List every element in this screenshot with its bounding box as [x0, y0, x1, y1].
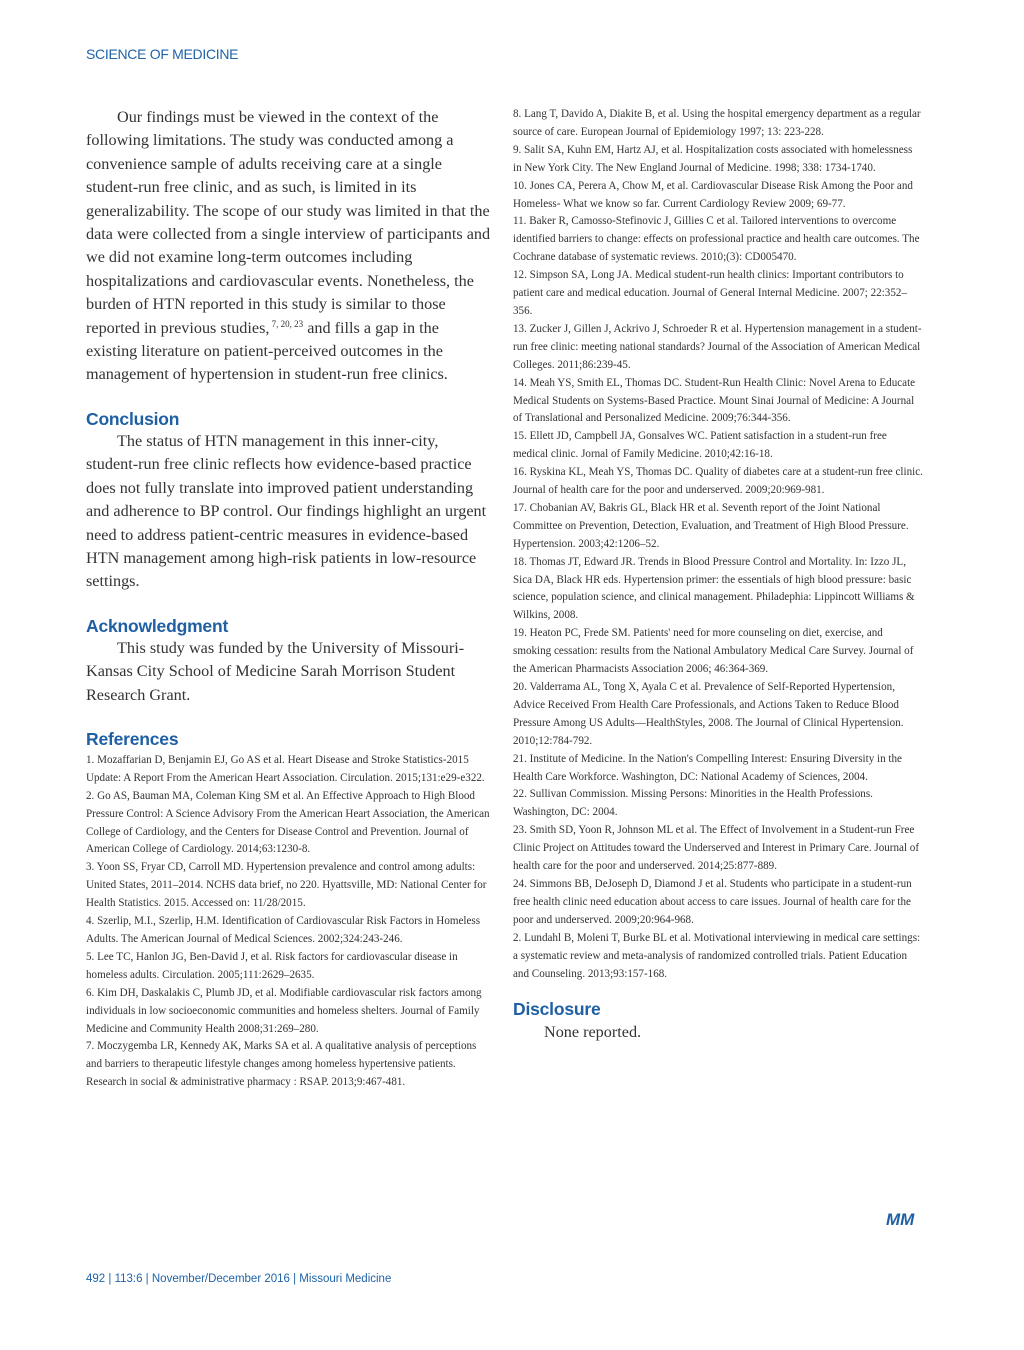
left-column [86, 106, 492, 1092]
disclosure-paragraph: None reported. [544, 1023, 642, 1042]
acknowledgment-paragraph: This study was funded by the University of Missouri- Kansas City School of Medicine Sarah Morrison Student Research Grant. [86, 638, 465, 704]
reference-item: 9. Salit SA, Kuhn EM, Hartz AJ, et al. Hospitalization costs associated with homelessness in New York City. The New England Journal of Medicine. 1998; 338: 1734-1740. [513, 143, 913, 174]
reference-item: 6. Kim DH, Daskalakis C, Plumb JD, et al. Modifiable cardiovascular risk factors among individuals in low socioeconomic communities and homeless shelters. Journal of Family Medicine and Community Health 2008;31:269–280. [86, 986, 482, 1035]
reference-item: 19. Heaton PC, Frede SM. Patients' need for more counseling on diet, exercise, and smoking cessation: results from the National Ambulatory Medical Care Survey. Journal of the American Pharmacists Association 2006; 46:364-369. [513, 627, 914, 676]
reference-item: 11. Baker R, Camosso-Stefinovic J, Gillies C et al. Tailored interventions to overcome identified barriers to change: effects on professional practice and health care outcomes. The Cochrane database of systematic reviews. 2010;(3): CD005470. [513, 215, 920, 264]
reference-item: 13. Zucker J, Gillen J, Ackrivo J, Schroeder R et al. Hypertension management in a student-run free clinic: meeting national standards? Journal of the Association of American Medical Colleges. 2011;86:239-45. [513, 322, 922, 371]
reference-item: 5. Lee TC, Hanlon JG, Ben-David J, et al. Risk factors for cardiovascular disease in homeless adults. Circulation. 2005;111:2629–2635. [86, 950, 458, 981]
acknowledgment-heading: Acknowledgment [86, 615, 229, 636]
reference-item: 7. Moczygemba LR, Kennedy AK, Marks SA et al. A qualitative analysis of perceptions and barriers to therapeutic lifestyle changes among homeless hypertensive patients. Research in social & administrative pharmacy : RSAP. 2013;9:467-481. [86, 1040, 477, 1089]
reference-item: 21. Institute of Medicine. In the Nation's Compelling Interest: Ensuring Diversity in the Health Care Workforce. Washington, DC: National Academy of Sciences, 2004. [513, 752, 902, 783]
reference-item: 20. Valderrama AL, Tong X, Ayala C et al. Prevalence of Self-Reported Hypertension, Advice Received From Health Care Professionals, and Actions Taken to Reduce Blood Pressure Among US Adults—HealthStyles, 2008. The Journal of Clinical Hypertension. 2010;12:784-792. [513, 681, 904, 747]
section-header: SCIENCE OF MEDICINE [86, 46, 239, 62]
reference-item: 24. Simmons BB, DeJoseph D, Diamond J et al. Students who participate in a student-run free health clinic need education about access to care issues. Journal of health care for the poor and underserved. 2009;20:964-968. [513, 877, 912, 926]
right-column [513, 106, 923, 1043]
limitations-text-end: and fills a gap in the existing literature on patient-perceived outcomes in the management of hypertension in student-run free clinics. [86, 318, 448, 384]
reference-item: 16. Ryskina KL, Meah YS, Thomas DC. Quality of diabetes care at a student-run free clinic. Journal of health care for the poor and underserved. 2009;20:969-981. [513, 466, 923, 497]
missouri-medicine-logo: MM [886, 1210, 915, 1229]
reference-item: 8. Lang T, Davido A, Diakite B, et al. Using the hospital emergency department as a regular source of care. European Journal of Epidemiology 1997; 13: 223-228. [513, 108, 921, 138]
citation-superscript: 7, 20, 23 [269, 318, 304, 329]
conclusion-heading: Conclusion [86, 408, 180, 429]
reference-list-right [513, 106, 923, 983]
reference-item: 22. Sullivan Commission. Missing Persons: Minorities in the Health Professions. Washington, DC: 2004. [513, 788, 873, 819]
reference-item: 18. Thomas JT, Edward JR. Trends in Blood Pressure Control and Mortality. In: Izzo JL, Sica DA, Black HR eds. Hypertension primer: the essentials of high blood pressure: basic science, population science, and clinical management. Philadephia: Lippincott Williams & Wilkins, 2008. [513, 555, 915, 622]
reference-item: 17. Chobanian AV, Bakris GL, Black HR et al. Seventh report of the Joint National Committee on Prevention, Detection, Evaluation, and Treatment of High Blood Pressure. Hypertension. 2003;42:1206–52. [513, 501, 909, 550]
disclosure-heading: Disclosure [513, 999, 601, 1020]
reference-item: 3. Yoon SS, Fryar CD, Carroll MD. Hypertension prevalence and control among adults: United States, 2011–2014. NCHS data brief, no 220. Hyattsville, MD: National Center for Health Statistics. 2015. Accessed on: 11/28/2015. [86, 861, 487, 910]
limitations-text: Our findings must be viewed in the context of the following limitations. The study was conducted among a convenience sample of adults receiving care at a single student-run free clinic, and as such, is limited in its generalizability. The scope of our study was limited in that the data were collected from a single interview of participants and we did not examine long-term outcomes including hospitalizations and cardiovascular events. Nonetheless, the burden of HTN reported in this study is similar to those reported in previous studies, [86, 108, 491, 337]
reference-item: 10. Jones CA, Perera A, Chow M, et al. Cardiovascular Disease Risk Among the Poor and Homeless- What we know so far. Current Cardiology Review 2009; 69-77. [513, 179, 913, 210]
reference-item: 14. Meah YS, Smith EL, Thomas DC. Student-Run Health Clinic: Novel Arena to Educate Medical Students on Systems-Based Practice. Mount Sinai Journal of Medicine: A Journal of Translational and Personalized Medicine. 2009;76:344-356. [513, 376, 916, 425]
reference-item: 2. Go AS, Bauman MA, Coleman King SM et al. An Effective Approach to High Blood Pressure Control: A Science Advisory From the American Heart Association, the American College of Cardiology, and the Centers for Disease Control and Prevention. Journal of American College of Cardiology. 2014;63:1230-8. [86, 789, 490, 856]
reference-item: 12. Simpson SA, Long JA. Medical student-run health clinics: Important contributors to patient care and medical education. Journal of General Internal Medicine. 2007; 22:352–356. [513, 269, 907, 317]
conclusion-paragraph: The status of HTN management in this inner-city, student-run free clinic reflects how evidence-based practice does not fully translate into improved patient understanding and adherence to BP control. Our findings highlight an urgent need to address patient-centric measures in evidence-based HTN management among high-risk patients in low-resource settings. [86, 431, 487, 591]
reference-item: 23. Smith SD, Yoon R, Johnson ML et al. The Effect of Involvement in a Student-run Free Clinic Project on Attitudes toward the Underserved and Interest in Primary Care. Journal of health care for the poor and underserved. 2014;25:877-889. [513, 824, 920, 873]
reference-item: 2. Lundahl B, Moleni T, Burke BL et al. Motivational interviewing in medical care settings: a systematic review and meta-analysis of randomized controlled trials. Patient Education and Counseling. 2013;93:157-168. [513, 931, 921, 980]
references-heading: References [86, 728, 179, 749]
page-footer: 492 | 113:6 | November/December 2016 | Missouri Medicine [86, 1273, 392, 1285]
reference-item: 1. Mozaffarian D, Benjamin EJ, Go AS et al. Heart Disease and Stroke Statistics-2015 Update: A Report From the American Heart Association. Circulation. 2015;131:e29-e322. [86, 753, 485, 784]
reference-item: 4. Szerlip, M.I., Szerlip, H.M. Identification of Cardiovascular Risk Factors in Homeless Adults. The American Journal of Medical Sciences. 2002;324:243-246. [86, 915, 481, 945]
reference-list-left [86, 752, 492, 1092]
reference-item: 15. Ellett JD, Campbell JA, Gonsalves WC. Patient satisfaction in a student-run free medical clinic. Jornal of Family Medicine. 2010;42:16-18. [513, 430, 887, 461]
limitations-paragraph [86, 106, 492, 387]
